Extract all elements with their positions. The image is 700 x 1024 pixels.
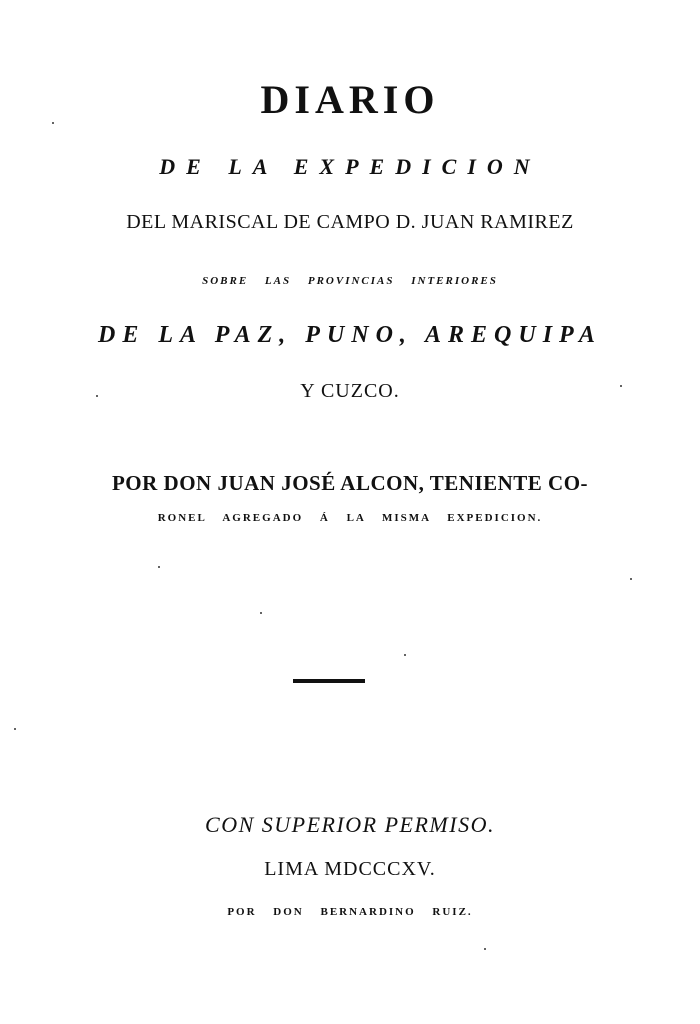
paper-speck: [404, 654, 406, 656]
imprint-line: LIMA MDCCCXV.: [264, 858, 436, 880]
printer-line: POR DON BERNARDINO RUIZ.: [227, 906, 473, 918]
paper-speck: [260, 612, 262, 614]
ornament-rule: [293, 679, 365, 683]
paper-speck: [158, 566, 160, 568]
paper-speck: [52, 122, 54, 124]
provinces-last: Y CUZCO.: [300, 380, 400, 402]
provinces-line: DE LA PAZ, PUNO, AREQUIPA: [98, 322, 602, 348]
author-line-2: RONEL AGREGADO Á LA MISMA EXPEDICION.: [157, 512, 543, 524]
provinces-intro: SOBRE LAS PROVINCIAS INTERIORES: [202, 275, 498, 287]
author-line-1: POR DON JUAN JOSÉ ALCON, TENIENTE CO-: [111, 471, 589, 495]
paper-speck: [630, 578, 632, 580]
book-title: DIARIO: [260, 77, 440, 122]
paper-speck: [620, 385, 622, 387]
permission-line: CON SUPERIOR PERMISO.: [205, 812, 495, 837]
commander-line: DEL MARISCAL DE CAMPO D. JUAN RAMIREZ: [126, 211, 574, 233]
book-subtitle: DE LA EXPEDICION: [159, 154, 541, 179]
paper-speck: [14, 728, 16, 730]
paper-speck: [96, 395, 98, 397]
paper-speck: [484, 948, 486, 950]
